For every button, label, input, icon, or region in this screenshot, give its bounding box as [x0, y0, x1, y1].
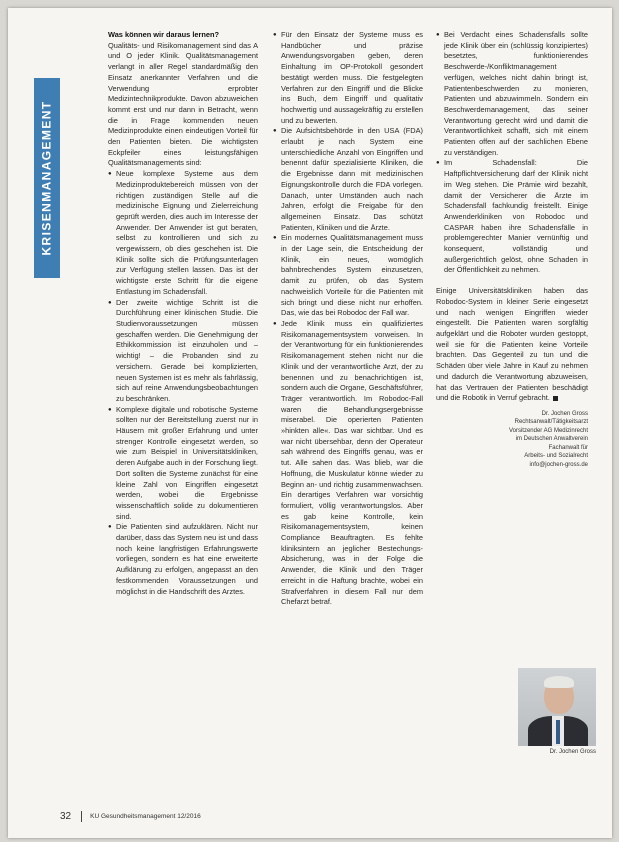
text-column-1	[108, 30, 258, 810]
closing-text: Einige Universitätskliniken haben das Robodoc-System in kleiner Serie eingesetzt und nach wenigen Eingriffen wieder eingestellt. Die Patienten waren sorgfältig aufgeklärt und die Roboter wurden gestoppt, weil sie für die Patienten keine Vorteile brachten. Das Gegenteil zu tun und die Schäden über viele Jahre in Kauf zu nehmen und dadurch die Verantwortung abzuweisen, hat das Vertrauen der Patienten beschädigt und die Robotik in Verruf gebracht.	[436, 286, 588, 403]
page-number: 32	[60, 811, 72, 822]
photo-caption: Dr. Jochen Gross	[549, 749, 596, 755]
author-line: Dr. Jochen Gross	[541, 410, 588, 417]
author-line: info@jochen-gross.de	[529, 461, 588, 468]
bullet-item: ● Der zweite wichtige Schritt ist die Durchführung einer klinischen Studie. Die Studienvoraussetzungen müssen geschaffen werden. Die Genehmigung der Ethikkommission ist einzuholen und – wichtig! – die Probanden sind zu versichern. Gerade bei komplizierten, neuen Systemen ist es mehr als fahrlässig, sich auf reine Anwendungsbeobachtungen zu beschränken.	[108, 298, 258, 405]
author-block	[436, 410, 588, 470]
text-column-2	[273, 30, 423, 810]
end-mark-icon	[553, 396, 558, 401]
intro-paragraph: Qualitäts- und Risikomanagement sind das A und O jeder Klinik. Qualitätsmanagement verlangt in aller Regel standardmäßig den Einsatz anerkannter Verfahren und die Verwendung erprobter Medizintechnikprodukte. Davon abzuweichen kommt erst und nur dann in Betracht, wenn die in Frage kommenden neuen Medizinprodukte einen eindeutigen Vorteil für den Patienten bieten. Die wichtigsten Eckpfeiler eines leistungsfähigen Qualitätsmanagements sind:	[108, 40, 258, 168]
bullet-item: ● Ein modernes Qualitätsmanagement muss in der Lage sein, die Entscheidung der Klinik, ein neues, womöglich bahnbrechendes System einzusetzen, damit zu prüfen, ob das System nachweislich Vorteile für die Patienten mit sich bringt und diese nicht nur erhoffen. Das, wie das bei Robodoc der Fall war.	[273, 233, 423, 319]
bullet-item: ● Die Patienten sind aufzuklären. Nicht nur darüber, dass das System neu ist und dass noch keine langfristigen Erfahrungswerte vorliegen, sondern es hat eine erweiterte Aufklärung zu erfolgen, angepasst an den festkommenden Voraussetzungen und möglichst in die Handschrift des Arztes.	[108, 522, 258, 597]
author-line: Fachanwalt für	[548, 444, 588, 451]
bullet-item: ● Die Aufsichtsbehörde in den USA (FDA) erlaubt je nach System eine unterschiedliche Anzahl von Eingriffen und benennt dafür spezialisierte Kliniken, die die Ergebnisse dann mit medizinischen Eignungskontrolle durch die FDA vorlegen. Danach, unter Umständen auch nach Jahren, erfolgt die Freigabe für den allgemeinen Einsatz. Das schützt Patienten, Kliniken und die Ärzte.	[273, 126, 423, 233]
author-line: Arbeits- und Sozialrecht	[524, 453, 588, 460]
bullet-item: ● Komplexe digitale und robotische Systeme sollten nur der Bereitstellung zuerst nur in Häusern mit großer Erfahrung und unter strenger Kontrolle eingesetzt werden, so wie zum Beispiel in Universitätskliniken, deren Aufgabe auch in der Forschung liegt. Dort sollten die Systeme zunächst für eine kleine Zahl von Eingriffen eingesetzt werden, wobei die Ergebnisse wissenschaftlich solide zu dokumentieren sind.	[108, 405, 258, 523]
page-footer	[60, 811, 201, 822]
footer-divider	[81, 811, 82, 822]
bullet-item: ● Im Schadensfall: Die Haftpflichtversicherung darf der Klinik nicht im Weg stehen. Die Prämie wird bezahlt, damit der Versicherer die Ärzte im Schadensfall fachkundig freistellt. Einige Anwenderkliniken von Robodoc und CASPAR haben ihre Schadensfälle in problemgerechter Manier vernünftig und konsequent, vollständig und außergerichtlich gelöst, ohne Schaden in der Öffentlichkeit zu nehmen.	[436, 158, 588, 276]
bullet-item: ● Neue komplexe Systeme aus dem Medizinproduktebereich müssen von der richtigen zuständigen Stelle auf die medizinische Eignung und Zielerreichung geprüft werden, dies auch im Interesse der Anwender. Der Anwender ist gut beraten, selbst zu kontrollieren und sich zu vergewissern, ob dies geschehen ist. Die Klinik sollte sich die Prüfungsunterlagen zur Verfügung stellen lassen. Das ist der wichtigste erste Schritt für die eigene Entlastung im Schadensfall.	[108, 169, 258, 297]
closing-paragraph	[436, 286, 588, 404]
author-photo	[518, 668, 596, 746]
bullet-item: ● Jede Klinik muss ein qualifiziertes Risikomanagementsystem vorweisen. In der Verantwortung für ein funktionierendes Risikomanagement stehen nicht nur die Klinik und der verantwortliche Arzt, der zu benennen und zu benachrichtigen ist, sondern auch die Organe, Geschäftsführer, Träger verantwortlich. Im Robodoc-Fall waren die Behandlungsergebnisse miserabel. Die operierten Patienten »hinkten alle«. Das war sichtbar. Und es war nicht übersehbar, denn der Operateur sah während des Eingriffs genau, was er tut. Alle sahen das. Was blieb, war die Hoffnung, die Muskulatur könne wieder zu Beginn an- und richtig zusammenwachsen. Ein derartiges Verfahren war vorsichtig formuliert, völlig verantwortungslos. Aber es gab keine Kontrolle, kein Risikomanagementsystem, keinen Compliance Beauftragten. Es fehlte kliniksintern an jeglicher Bestechungs-Absicherung, was in der Folge die Anwender, die Klinik und den Träger erreicht in die Haftung brachte, wobei ein Strafverfahren in diesem Fall nur dem Chefarzt betraf.	[273, 319, 423, 608]
bullet-item: ● Für den Einsatz der Systeme muss es Handbücher und präzise Anwendungsvorgaben geben, deren Einhaltung im OP-Protokoll gesondert bestätigt werden muss. Die festgelegten Verfahren zur den Eingriff und die Blicke ins Buch, dem Eingriff und qualitativ hochwertig und aussagekräftig zu erstellen und zu bewerten.	[273, 30, 423, 126]
magazine-page	[8, 8, 612, 838]
section-tab	[34, 78, 60, 278]
author-line: im Deutschen Anwaltverein	[515, 436, 588, 443]
section-heading: Was können wir daraus lernen?	[108, 30, 220, 39]
section-label: KRISENMANAGEMENT	[40, 100, 55, 256]
journal-name: KU Gesundheitsmanagement 12/2016	[90, 813, 201, 820]
bullet-item: ● Bei Verdacht eines Schadensfalls sollte jede Klinik über ein (schlüssig konzipiertes) besetztes, funktionierendes Beschwerde-/Konfliktmanagement verfügen, welches nicht dahin bringt ist, Patientenbeschwerden zu monieren, Patienten und abzuwimmeln. Sondern ein Beschwerdemanagement, das seiner Verantwortung gerecht wird und damit die Verantwortlichkeit schafft, sich mit einem Patienten offen auf der sachlichen Ebene zu verständigen.	[436, 30, 588, 158]
author-line: Rechtsanwalt/Tätigkeitsarzt	[514, 419, 588, 426]
author-line: Vorsitzender AG Medizinrecht	[508, 427, 588, 434]
